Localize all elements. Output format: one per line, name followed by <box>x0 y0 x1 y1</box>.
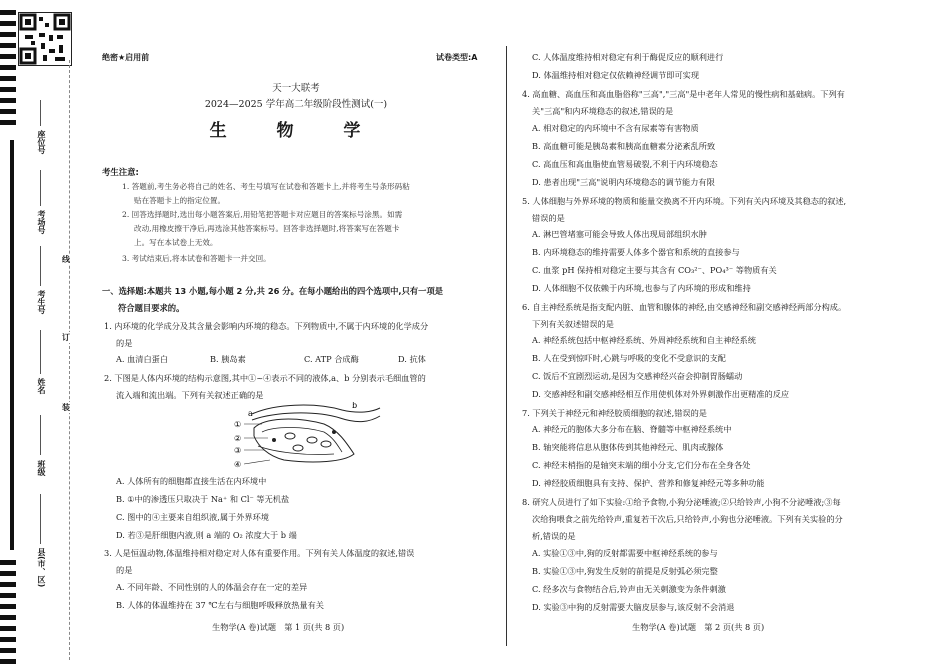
q7-option-d: D. 神经胶质细胞具有支持、保护、营养和修复神经元等多种功能 <box>532 478 765 488</box>
section-heading <box>102 283 492 317</box>
q6-option-b: B. 人在受到惊吓时,心跳与呼吸的变化不受意识的支配 <box>532 353 726 363</box>
q7-stem: 7. 下列关于神经元和神经胶质细胞的叙述,错误的是 <box>522 408 707 418</box>
q8-option-a: A. 实验①③中,狗的反射都需要中枢神经系统的参与 <box>532 548 718 558</box>
notice-item: 贴在答题卡上的指定位置。 <box>134 196 226 205</box>
diagram-num-2: ② <box>234 434 242 443</box>
binding-bar <box>0 32 16 37</box>
q3-option-b: B. 人体的体温维持在 37 ℃左右与细胞呼吸释放热量有关 <box>116 600 324 610</box>
binding-bar <box>0 21 16 26</box>
footer-page-1: 生物学(A 卷)试题 第 1 页(共 8 页) <box>212 622 345 632</box>
notice-item: 1. 答题前,考生务必将自己的姓名、考生号填写在试卷和答题卡上,并将考生号条形码粘 <box>122 182 410 191</box>
diagram-num-1: ① <box>234 420 242 429</box>
q2-stem: 2. 下图是人体内环境的结构示意图,其中①~④表示不同的液体,a、b 分别表示毛细血管的 <box>104 373 426 383</box>
notice-item: 3. 考试结束后,将本试卷和答题卡一并交回。 <box>122 254 271 263</box>
binding-bar <box>0 120 16 125</box>
barcode-bars <box>0 0 16 672</box>
diagram-label-a: a <box>248 409 253 418</box>
binding-bar <box>0 10 16 15</box>
q2-option-c: C. 图中的④主要来自组织液,属于外界环境 <box>116 512 269 522</box>
diagram-label-b: b <box>352 402 358 410</box>
q7-option-a: A. 神经元的胞体大多分布在脑、脊髓等中枢神经系统中 <box>532 424 732 434</box>
q5-option-c: C. 血浆 pH 保持相对稳定主要与其含有 CO₃²⁻、PO₄³⁻ 等物质有关 <box>532 265 777 275</box>
q2-option-a: A. 人体所有的细胞都直接生活在内环境中 <box>116 476 267 486</box>
section-heading-line2: 符合题目要求的。 <box>118 303 185 313</box>
q7-option-b: B. 轴突能将信息从胞体传到其他神经元、肌肉或腺体 <box>532 442 724 452</box>
binding-bar <box>0 571 16 576</box>
cut-mark-install: 装 <box>62 403 70 412</box>
q2-option-b: B. ①中的渗透压只取决于 Na⁺ 和 Cl⁻ 等无机盐 <box>116 494 290 504</box>
county-line <box>40 494 41 544</box>
q3-stem-2: 的是 <box>116 565 133 575</box>
exam-title: 2024—2025 学年高二年级阶段性测试(一) <box>204 99 388 110</box>
q2-option-d: D. 若③是肝细胞内液,则 a 端的 O₂ 浓度大于 b 端 <box>116 530 297 540</box>
name-line <box>40 330 41 374</box>
q8-option-d: D. 实验③中狗的反射需要大脑皮层参与,该反射不会消退 <box>532 602 735 612</box>
q5-option-a: A. 淋巴管堵塞可能会导致人体出现局部组织水肿 <box>532 229 707 239</box>
internal-environment-diagram <box>234 402 384 472</box>
seat-number-label: 座位号 <box>37 130 46 154</box>
q4-option-a: A. 相对稳定的内环境中不含有尿素等有害物质 <box>532 123 699 133</box>
candidate-number-label: 考生号 <box>37 290 46 314</box>
q8-stem: 8. 研究人员进行了如下实验:①给予食物,小狗分泌唾液;②只给铃声,小狗不分泌唾液;③每 <box>522 497 841 507</box>
notice-heading: 考生注意: <box>102 167 139 177</box>
binding-bar <box>0 76 16 81</box>
seat-number-line <box>40 100 41 126</box>
q1-stem: 1. 内环境的化学成分及其含量会影响内环境的稳态。下列物质中,不属于内环境的化学成分 <box>104 321 429 331</box>
class-label: 班级 <box>37 460 46 476</box>
q5-option-d: D. 人体细胞不仅依赖于内环境,也参与了内环境的形成和维持 <box>532 283 751 293</box>
q1-option-d: D. 抗体 <box>398 354 426 364</box>
diagram-num-4: ④ <box>234 460 242 469</box>
binding-bar <box>0 648 16 653</box>
binding-bar <box>0 615 16 620</box>
binding-bar <box>0 109 16 114</box>
notice-item: 2. 回答选择题时,选出每小题答案后,用铅笔把答题卡对应题目的答案标号涂黑。如需 <box>122 210 403 219</box>
q5-stem: 5. 人体细胞与外界环境的物质和能量交换离不开内环境。下列有关内环境及其稳态的叙述, <box>522 196 847 206</box>
binding-bar <box>0 65 16 70</box>
cut-mark-bind: 订 <box>62 333 70 342</box>
q4-option-b: B. 高血糖可能是胰岛素和胰高血糖素分泌紊乱所致 <box>532 141 716 151</box>
q1-option-a: A. 血清白蛋白 <box>116 354 169 364</box>
q3-option-a: A. 不同年龄、不同性别的人的体温会存在一定的差异 <box>116 582 308 592</box>
exam-room-label: 考场号 <box>37 210 46 234</box>
subject-title: 生 物 学 <box>209 121 383 141</box>
q6-option-a: A. 神经系统包括中枢神经系统、外周神经系统和自主神经系统 <box>532 335 756 345</box>
class-line <box>40 415 41 455</box>
q2-stem-2: 流入端和流出端。下列有关叙述正确的是 <box>116 390 264 400</box>
q6-stem: 6. 自主神经系统是指支配内脏、血管和腺体的神经,由交感神经和副交感神经两部分构成。 <box>522 302 847 312</box>
binding-bar <box>0 560 16 565</box>
q1-option-c: C. ATP 合成酶 <box>304 354 359 364</box>
candidate-number-line <box>40 246 41 286</box>
binding-bar <box>0 604 16 609</box>
q8-option-c: C. 经多次与食物结合后,铃声由无关刺激变为条件刺激 <box>532 584 726 594</box>
binding-bar <box>0 593 16 598</box>
q8-stem-2: 次给狗喂食之前先给铃声,重复若干次后,只给铃声,小狗也分泌唾液。下列有关实验的分 <box>532 514 843 524</box>
footer-page-2: 生物学(A 卷)试题 第 2 页(共 8 页) <box>632 622 765 632</box>
cut-mark-line: 线 <box>62 255 70 264</box>
q1-option-b: B. 胰岛素 <box>210 354 246 364</box>
q4-stem-2: 关"三高"和内环境稳态的叙述,错误的是 <box>532 106 674 116</box>
q8-stem-3: 析,错误的是 <box>532 531 576 541</box>
exam-room-line <box>40 170 41 206</box>
q3-stem: 3. 人是恒温动物,体温维持相对稳定对人体有重要作用。下列有关人体温度的叙述,错误 <box>104 548 415 558</box>
q8-option-b: B. 实验①③中,狗发生反射的前提是反射弧必须完整 <box>532 566 718 576</box>
notice-item: 上。写在本试卷上无效。 <box>134 238 218 247</box>
q1-stem-2: 的是 <box>116 338 133 348</box>
q6-option-c: C. 饭后不宜剧烈运动,是因为交感神经兴奋会抑制胃肠蠕动 <box>532 371 743 381</box>
paper-type: 试卷类型:A <box>436 53 478 62</box>
q3-option-c: C. 人体温度维持相对稳定有利于酶促反应的顺利进行 <box>532 52 724 62</box>
q4-stem: 4. 高血糖、高血压和高血脂俗称"三高","三高"是中老年人常见的慢性病和基础病。下列有 <box>522 89 845 99</box>
binding-bar <box>0 87 16 92</box>
name-label: 姓名 <box>37 378 46 394</box>
binding-bar <box>0 582 16 587</box>
diagram-num-3: ③ <box>234 446 242 455</box>
q6-option-d: D. 交感神经和副交感神经相互作用使机体对外界刺激作出更精准的反应 <box>532 389 790 399</box>
binding-bar-solid <box>10 140 14 550</box>
q6-stem-2: 下列有关叙述错误的是 <box>532 319 614 329</box>
q3-option-d: D. 体温维持相对稳定仅依赖神经调节即可实现 <box>532 70 700 80</box>
exam-org: 天一大联考 <box>272 83 320 94</box>
binding-bar <box>0 43 16 48</box>
binding-bar <box>0 54 16 59</box>
section-heading-line1: 一、选择题:本题共 13 小题,每小题 2 分,共 26 分。在每小题给出的四个选项中,只有一项是 <box>102 286 444 296</box>
binding-bar <box>0 98 16 103</box>
q5-option-b: B. 内环境稳态的维持需要人体多个器官和系统的直接参与 <box>532 247 740 257</box>
q4-option-c: C. 高血压和高血脂使血管易破裂,不利于内环境稳态 <box>532 159 718 169</box>
binding-strip <box>0 0 72 672</box>
cut-line <box>69 60 70 660</box>
notice-item: 改动,用橡皮擦干净后,再选涂其他答案标号。回答非选择题时,将答案写在答题卡 <box>134 224 400 233</box>
binding-bar <box>0 659 16 664</box>
binding-bar <box>0 626 16 631</box>
q7-option-c: C. 神经末梢指的是轴突末端的细小分支,它们分布在全身各处 <box>532 460 751 470</box>
confidential-mark: 绝密★启用前 <box>102 53 150 62</box>
binding-bar <box>0 637 16 642</box>
qr-code <box>18 12 72 66</box>
county-label: 县(市、区) <box>37 548 46 588</box>
q5-stem-2: 错误的是 <box>532 213 565 223</box>
q4-option-d: D. 患者出现"三高"说明内环境稳态的调节能力有限 <box>532 177 715 187</box>
column-divider <box>506 46 507 646</box>
